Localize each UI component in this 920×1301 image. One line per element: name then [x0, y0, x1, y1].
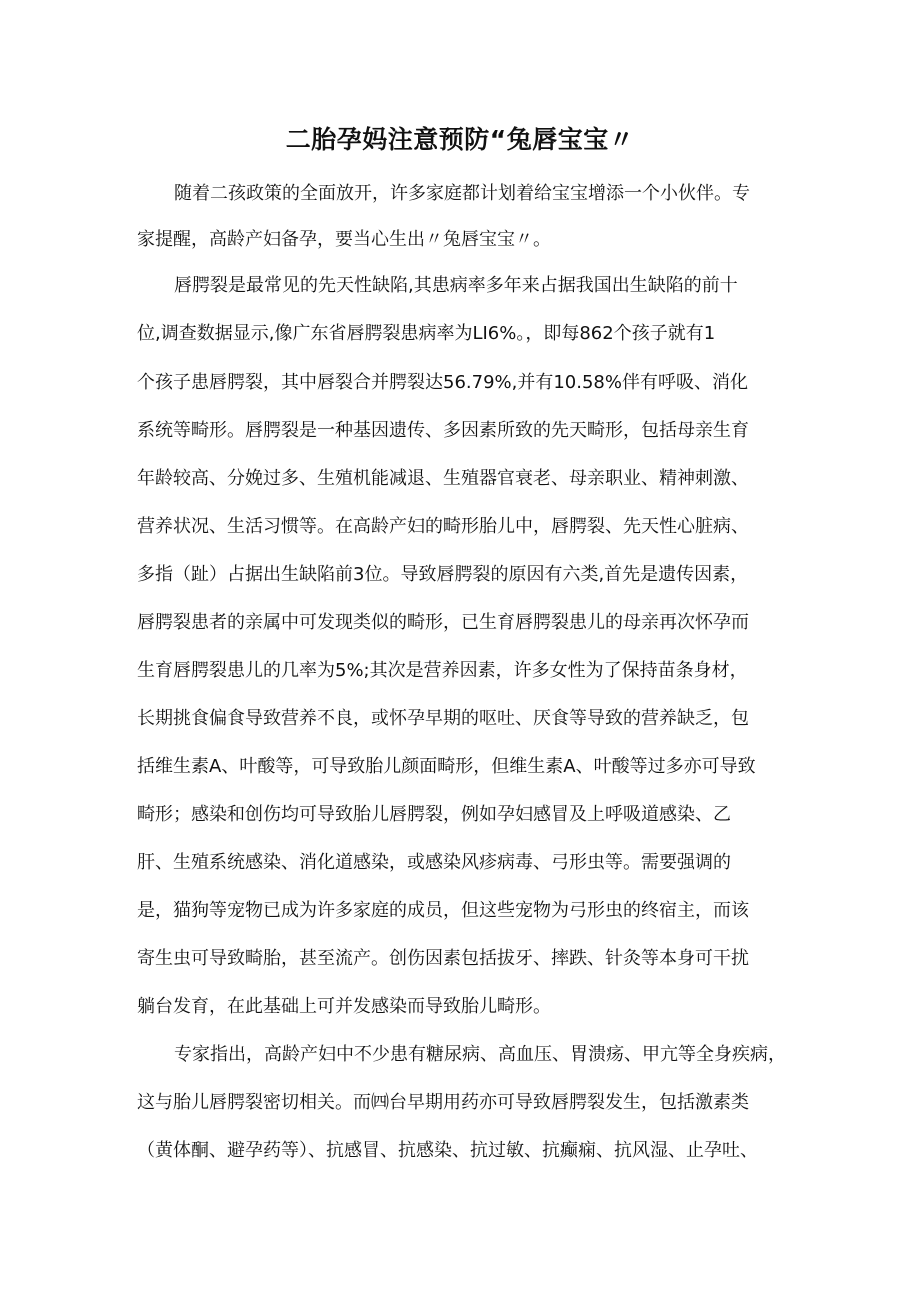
paragraph-2-line-7: 多指（趾）占据出生缺陷前3位。导致唇腭裂的原因有六类,首先是遗传因素，	[137, 564, 749, 585]
paragraph-2-line-2: 位,调查数据显示,像广东省唇腭裂患病率为LI6%。，即每862个孩子就有1	[137, 323, 716, 344]
paragraph-2-line-16: 躺台发育，在此基础上可并发感染而导致胎儿畸形。	[137, 996, 551, 1017]
paragraph-2-line-4: 系统等畸形。唇腭裂是一种基因遗传、多因素所致的先天畸形，包括母亲生育	[137, 420, 749, 441]
paragraph-2-line-1: 唇腭裂是最常见的先天性缺陷,其患病率多年来占据我国出生缺陷的前十	[174, 275, 738, 296]
paragraph-2-line-8: 唇腭裂患者的亲属中可发现类似的畸形，已生育唇腭裂患儿的母亲再次怀孕而	[137, 612, 749, 633]
paragraph-3-line-1: 专家指出，高龄产妇中不少患有糖尿病、高血压、胃溃疡、甲亢等全身疾病，	[174, 1044, 786, 1065]
paragraph-2-line-10: 长期挑食偏食导致营养不良，或怀孕早期的呕吐、厌食等导致的营养缺乏，包	[137, 708, 749, 729]
paragraph-3-line-2: 这与胎儿唇腭裂密切相关。而㈣台早期用药亦可导致唇腭裂发生，包括激素类	[137, 1092, 749, 1113]
paragraph-2-line-13: 肝、生殖系统感染、消化道感染，或感染风疹病毒、弓形虫等。需要强调的	[137, 852, 731, 873]
paragraph-2-line-6: 营养状况、生活习惯等。在高龄产妇的畸形胎儿中，唇腭裂、先天性心脏病、	[137, 516, 749, 537]
paragraph-2-line-9: 生育唇腭裂患儿的几率为5%;其次是营养因素，许多女性为了保持苗条身材，	[137, 660, 748, 681]
paragraph-1-line-1: 随着二孩政策的全面放开，许多家庭都计划着给宝宝增添一个小伙伴。专	[174, 183, 750, 204]
paragraph-2-line-15: 寄生虫可导致畸胎，甚至流产。创伤因素包括拔牙、摔跌、针灸等本身可干扰	[137, 948, 749, 969]
paragraph-2-line-3: 个孩子患唇腭裂，其中唇裂合并腭裂达56.79%,并有10.58%伴有呼吸、消化	[137, 372, 748, 393]
paragraph-2-line-12: 畸形；感染和创伤均可导致胎儿唇腭裂，例如孕妇感冒及上呼吸道感染、乙	[137, 804, 731, 825]
paragraph-3-line-3: （黄体酮、避孕药等）、抗感冒、抗感染、抗过敏、抗癫痫、抗风湿、止孕吐、	[137, 1140, 758, 1161]
paragraph-2-line-5: 年龄较高、分娩过多、生殖机能减退、生殖器官衰老、母亲职业、精神刺激、	[137, 468, 749, 489]
paragraph-2-line-11: 括维生素A、叶酸等，可导致胎儿颜面畸形，但维生素A、叶酸等过多亦可导致	[137, 756, 756, 777]
paragraph-1-line-2: 家提醒，高龄产妇备孕，要当心生出〃兔唇宝宝〃。	[137, 229, 551, 250]
document-title: 二胎孕妈注意预防“兔唇宝宝〃	[285, 125, 635, 154]
paragraph-2-line-14: 是，猫狗等宠物已成为许多家庭的成员，但这些宠物为弓形虫的终宿主，而该	[137, 900, 749, 921]
